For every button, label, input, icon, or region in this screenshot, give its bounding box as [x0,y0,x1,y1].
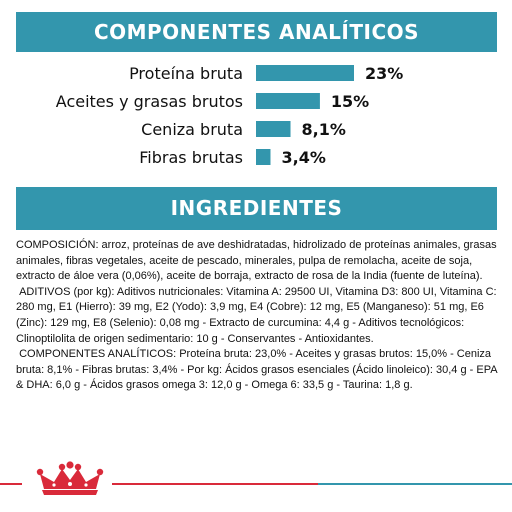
value-label: 3,4% [281,148,326,167]
analytical-components-header: COMPONENTES ANALÍTICOS [16,12,497,52]
bar [256,65,354,81]
category-label: Fibras brutas [139,148,243,167]
footer-rule-blue [318,483,512,485]
bar [256,121,291,137]
footer-rule-red [112,483,318,485]
value-label: 15% [330,92,370,111]
category-label: Proteína bruta [129,64,243,83]
footer-rule-left [0,483,22,485]
ingredients-text: COMPOSICIÓN: arroz, proteínas de ave deshidratadas, hidrolizado de proteínas animales, grasas animales, fibras vegetales, aceite de pescado, minerales, pulpa de remolacha, aceite de soja, extracto de áloe vera (0,06%), aceite de borraja, extracto de rosa de la India (fuente de luteína). ADITIVOS (por kg): Aditivos nutricionales: Vitamina A: 29500 UI, Vitamina D3: 800 UI, Vitamina C: 280 mg, E1 (Hierro): 39 mg, E2 (Yodo): 3,9 mg, E4 (Cobre): 12 mg, E5 (Manganeso): 51 mg, E6 (Zinc): 129 mg, E8 (Selenio): 0,08 mg - Extracto de curcumina: 4,4 g - Aditivos tecnológicos: Clinoptilolita de origen sedimentario: 10 g - Conservantes - Antioxidantes. COMPONENTES ANALÍTICOS: Proteína bruta: 23,0% - Aceites y grasas brutos: 15,0% - Ceniza bruta: 8,1% - Fibras brutas: 3,4% - Por kg: Ácidos grasos esenciales (Ácido linoleico): 30,4 g - EPA & DHA: 6,0 g - Ácidos grasos omega 3: 12,0 g - Omega 6: 33,5 g - Taurina: 1,8 g. [16,239,497,392]
ingredients-header: INGREDIENTES [16,187,497,230]
analytical-bar-chart [0,56,512,180]
value-label: 8,1% [301,120,346,139]
category-label: Ceniza bruta [141,120,243,139]
bar [256,149,270,165]
brand-crown-logo [30,460,110,500]
value-label: 23% [365,64,404,83]
category-label: Aceites y grasas brutos [55,92,243,111]
bar [256,93,320,109]
